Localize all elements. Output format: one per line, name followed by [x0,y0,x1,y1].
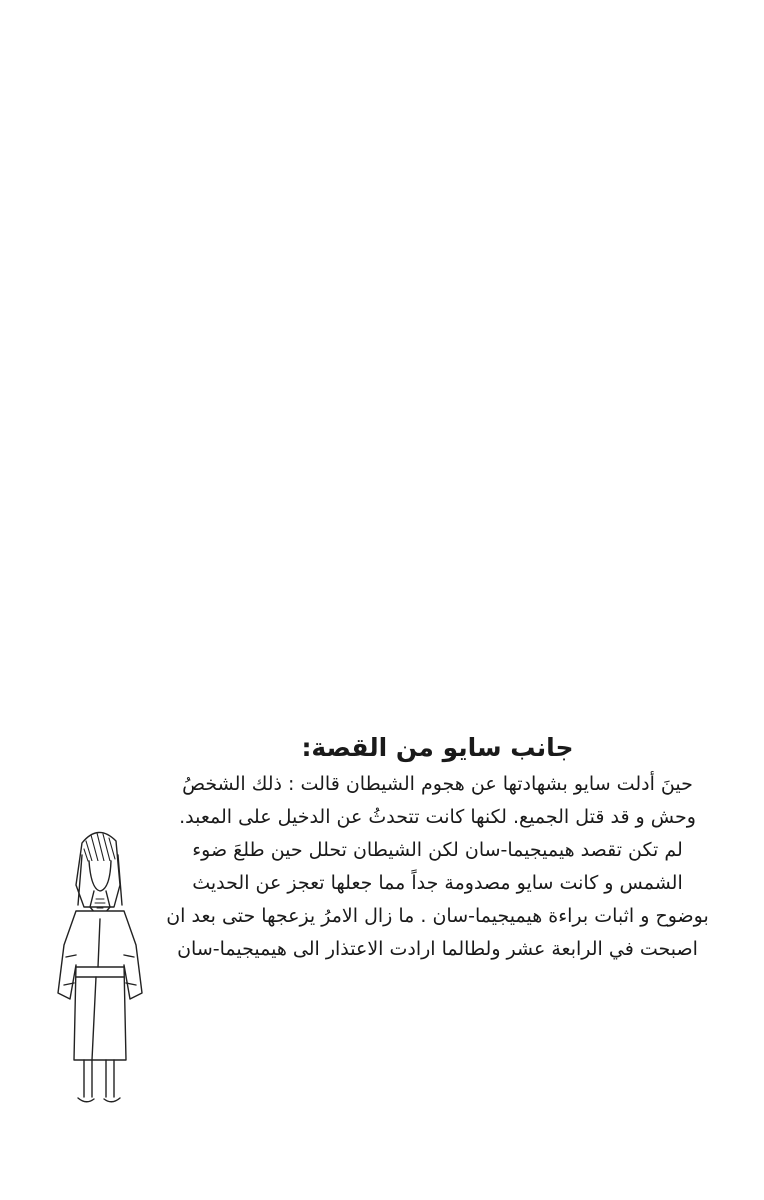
story-title: جانب سايو من القصة: [301,733,574,762]
girl-sketch-icon [40,815,155,1115]
story-paragraph: حينَ أدلت سايو بشهادتها عن هجوم الشيطان قالت : ذلك الشخصُ وحش و قد قتل الجميع. لكنها كانت تتحدثُ عن الدخيل على المعبد. [179,773,696,828]
story-text-block [165,730,710,966]
story-paragraph: لم تكن تقصد هيميجيما-سان لكن الشيطان تحلل حين طلعَ ضوء الشمس و كانت سايو مصدومة جداً مما جعلها تعجز عن الحديث بوضوح و اثبات براءة هيميجيما-سان . ما زال الامرُ يزعجها حتى بعد ان اصبحت في الرابعة عشر ولطالما ارادت الاعتذار الى هيميجيما-سان [166,839,709,960]
